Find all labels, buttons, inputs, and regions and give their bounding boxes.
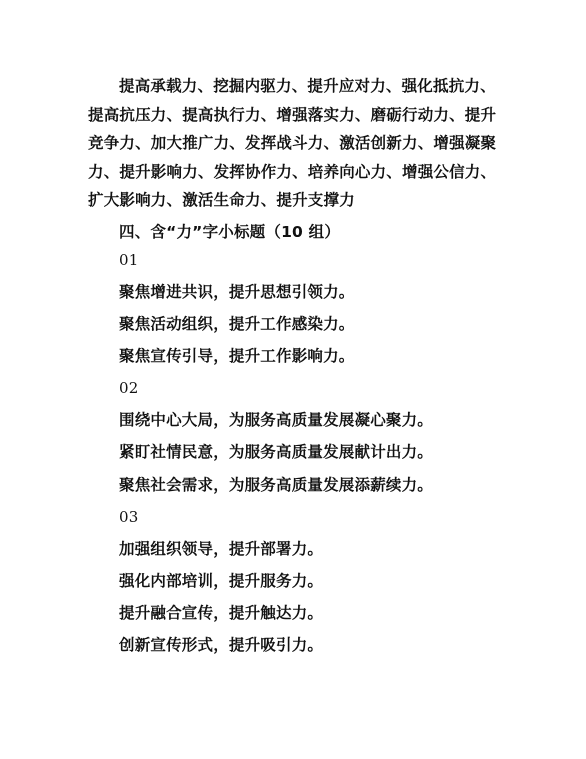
- group-number: 03: [119, 508, 139, 526]
- list-item: 聚焦增进共识，提升思想引领力。: [119, 283, 355, 301]
- list-item: 强化内部培训，提升服务力。: [119, 572, 324, 590]
- section-heading: 四、含“力”字小标题（10 组）: [119, 223, 341, 241]
- list-item: 紧盯社情民意，为服务高质量发展献计出力。: [119, 443, 434, 461]
- list-item: 加强组织领导，提升部署力。: [119, 540, 324, 558]
- list-item: 聚焦宣传引导，提升工作影响力。: [119, 347, 355, 365]
- list-item: 聚焦活动组织，提升工作感染力。: [119, 315, 355, 333]
- list-item: 围绕中心大局，为服务高质量发展凝心聚力。: [119, 411, 434, 429]
- list-item: 创新宣传形式，提升吸引力。: [119, 636, 324, 654]
- list-item: 提升融合宣传，提升触达力。: [119, 604, 324, 622]
- group-number: 01: [119, 251, 139, 269]
- intro-paragraph: 提高承载力、挖掘内驱力、提升应对力、强化抵抗力、提高抗压力、提高执行力、增强落实力、磨砺行动力、提升竞争力、加大推广力、发挥战斗力、激活创新力、增强凝聚力、提升影响力、发挥协作力、培养向心力、增强公信力、扩大影响力、激活生命力、提升支撑力: [88, 77, 497, 209]
- group-number: 02: [119, 379, 139, 397]
- list-item: 聚焦社会需求，为服务高质量发展添薪续力。: [119, 476, 434, 494]
